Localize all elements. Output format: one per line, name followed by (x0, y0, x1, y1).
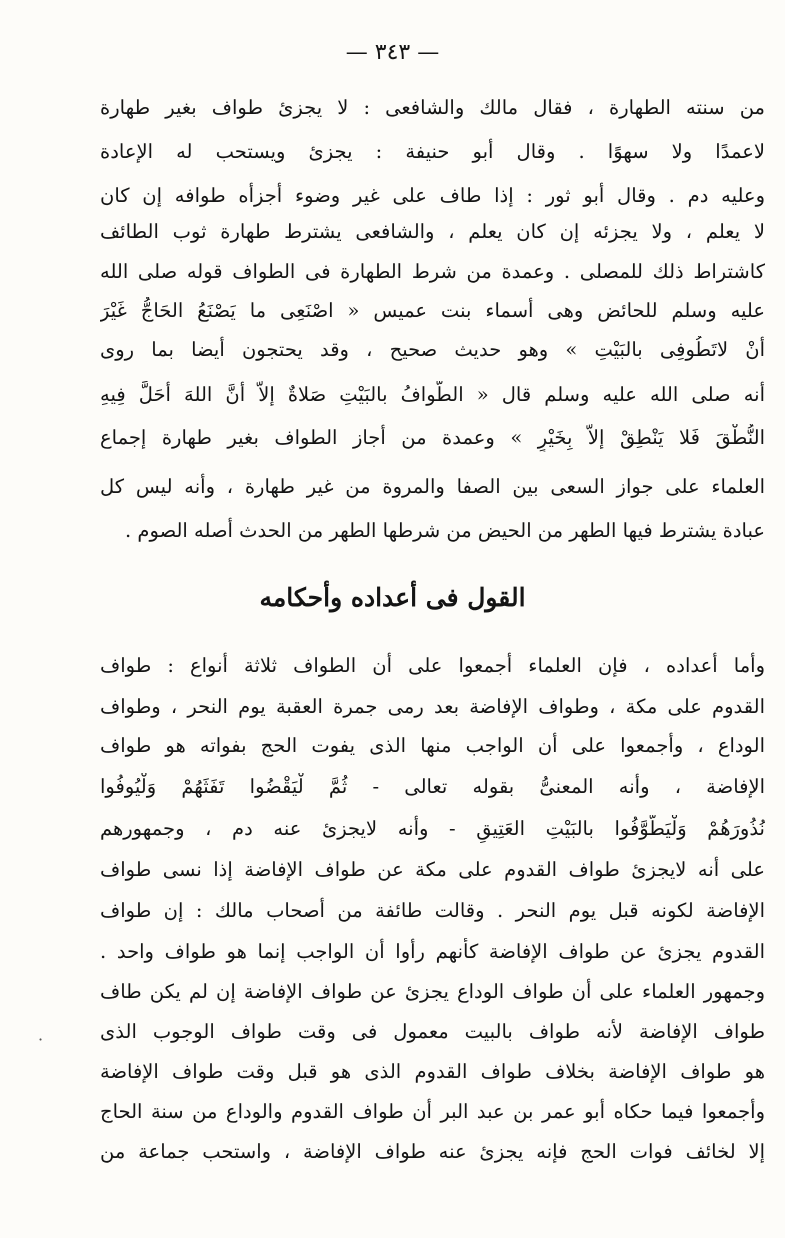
text-line: نُذُورَهُمْ وَلْيَطَّوَّفُوا بالبَيْتِ العَتِيقِ - وأنه لايجزئ عنه دم ، وجمهورهم (100, 817, 765, 840)
text-line: الإفاضة لكونه قبل يوم النحر . وقالت طائفة من أصحاب مالك : إن طواف (100, 899, 765, 922)
text-line: وأجمعوا فيما حكاه أبو عمر بن عبد البر أن طواف القدوم والوداع من سنة الحاج (100, 1100, 765, 1123)
text-line: النُّطْقَ فَلا يَنْطِقْ إلاَّ بِخَيْرٍ » وعمدة من أجاز الطواف بغير طهارة إجماع (100, 426, 765, 449)
text-line: كاشتراط ذلك للمصلى . وعمدة من شرط الطهارة فى الطواف قوله صلى الله (100, 260, 765, 283)
text-line: وأما أعداده ، فإن العلماء أجمعوا على أن الطواف ثلاثة أنواع : طواف (100, 654, 765, 677)
text-line: من سنته الطهارة ، فقال مالك والشافعى : لا يجزئ طواف بغير طهارة (100, 96, 765, 119)
text-line: العلماء على جواز السعى بين الصفا والمروة من غير طهارة ، وأنه ليس كل (100, 475, 765, 498)
text-line: القدوم على مكة ، وطواف الإفاضة بعد رمى جمرة العقبة يوم النحر ، وطواف (100, 695, 765, 718)
text-line: طواف الإفاضة لأنه طواف بالبيت معمول فى وقت طواف الوجوب الذى (100, 1020, 765, 1043)
page-number: — ٣٤٣ — (345, 40, 440, 65)
text-line: الإفاضة ، وأنه المعنىُّ بقوله تعالى - ثُمَّ لْيَقْضُوا تَفَثَهُمْ وَلْيُوفُوا (100, 775, 765, 798)
text-line: الوداع ، وأجمعوا على أن الواجب منها الذى يفوت الحج بفواته هو طواف (100, 734, 765, 757)
text-line: لاعمدًا ولا سهوًا . وقال أبو حنيفة : يجزئ ويستحب له الإعادة (100, 140, 765, 163)
text-line: لا يعلم ، ولا يجزئه إن كان يعلم ، والشافعى يشترط طهارة ثوب الطائف (100, 220, 765, 243)
text-line: عليه وسلم للحائض وهى أسماء بنت عميس « اصْنَعِى ما يَصْنَعُ الحَاجُّ غَيْرَ (100, 299, 765, 322)
text-line: إلا لخائف فوات الحج فإنه يجزئ عنه طواف الإفاضة ، واستحب جماعة من (100, 1140, 765, 1163)
text-line: عبادة يشترط فيها الطهر من الحيض من شرطها الطهر من الحدث أصله الصوم . (125, 519, 765, 542)
text-line: وعليه دم . وقال أبو ثور : إذا طاف على غير وضوء أجزأه طوافه إن كان (100, 184, 765, 207)
text-line: أنْ لاتَطُوفِى بالبَيْتِ » وهو حديث صحيح ، وقد يحتجون أيضا بما روى (100, 338, 765, 361)
text-line: هو طواف الإفاضة بخلاف طواف القدوم الذى هو قبل وقت طواف الإفاضة (100, 1060, 765, 1083)
text-line: وجمهور العلماء على أن طواف الوداع يجزئ عن طواف الإفاضة إن لم يكن طاف (100, 980, 765, 1003)
text-line: القدوم يجزئ عن طواف الإفاضة كأنهم رأوا أن الواجب إنما هو طواف واحد . (100, 940, 765, 963)
text-line: على أنه لايجزئ طواف القدوم على مكة عن طواف الإفاضة إذا نسى طواف (100, 858, 765, 881)
text-line: أنه صلى الله عليه وسلم قال « الطَّوافُ بالبَيْتِ صَلاةٌ إلاَّ أنَّ اللهَ أحَلَّ فِيهِ (100, 383, 765, 406)
section-heading: القول فى أعداده وأحكامه (259, 583, 526, 612)
margin-dot: · (38, 1030, 44, 1049)
